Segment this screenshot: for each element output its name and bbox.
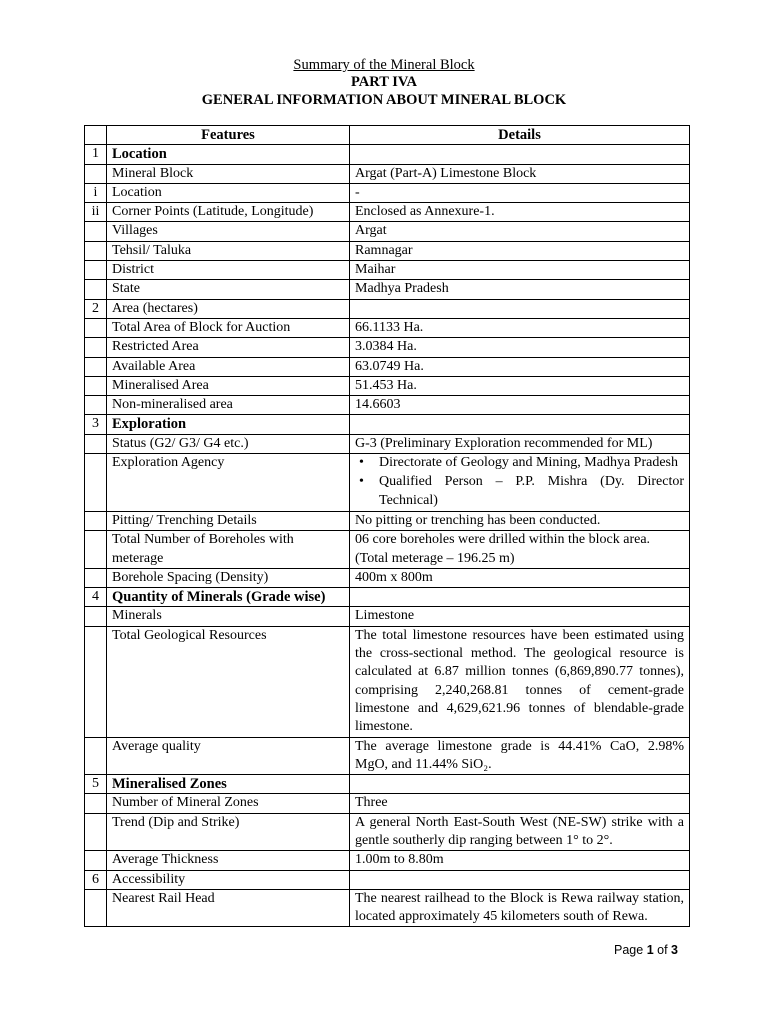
detail-cell: The average limestone grade is 44.41% CaO, 2.98% MgO, and 11.44% SiO₂.	[350, 737, 690, 775]
row-number	[85, 813, 107, 851]
feature-cell: Number of Mineral Zones	[107, 794, 350, 813]
detail-cell: 1.00m to 8.80m	[350, 851, 690, 870]
table-row	[85, 415, 690, 434]
detail-cell	[350, 299, 690, 318]
feature-cell: Trend (Dip and Strike)	[107, 813, 350, 851]
table-row	[85, 203, 690, 222]
bullet-text: Qualified Person – P.P. Mishra (Dy. Director Technical)	[379, 474, 684, 508]
row-number	[85, 737, 107, 775]
table-row	[85, 434, 690, 453]
table-row	[85, 851, 690, 870]
detail-cell: Limestone	[350, 607, 690, 626]
table-row	[85, 164, 690, 183]
feature-cell: Mineralised Zones	[107, 775, 350, 794]
feature-cell: Tehsil/ Taluka	[107, 241, 350, 260]
bullet-icon: •	[359, 455, 364, 471]
table-row	[85, 376, 690, 395]
row-number	[85, 626, 107, 737]
table-row	[85, 626, 690, 737]
row-number	[85, 222, 107, 241]
feature-cell: Mineralised Area	[107, 376, 350, 395]
table-row	[85, 261, 690, 280]
feature-cell: Minerals	[107, 607, 350, 626]
detail-cell	[350, 775, 690, 794]
table-row	[85, 794, 690, 813]
of-label: of	[657, 943, 668, 957]
table-row	[85, 299, 690, 318]
detail-cell: 400m x 800m	[350, 568, 690, 587]
row-number	[85, 357, 107, 376]
feature-cell: Total Geological Resources	[107, 626, 350, 737]
table-row	[85, 588, 690, 607]
page-label: Page	[614, 943, 644, 957]
detail-cell	[350, 588, 690, 607]
row-number	[85, 280, 107, 299]
feature-cell: Villages	[107, 222, 350, 241]
row-number	[85, 511, 107, 530]
detail-cell	[350, 454, 690, 512]
bullet-icon: •	[359, 474, 364, 490]
feature-cell: Available Area	[107, 357, 350, 376]
table-row	[85, 357, 690, 376]
table-row	[85, 145, 690, 164]
detail-cell: G-3 (Preliminary Exploration recommended for ML)	[350, 434, 690, 453]
table-row	[85, 511, 690, 530]
row-number	[85, 164, 107, 183]
row-number	[85, 454, 107, 512]
row-number: 1	[85, 145, 107, 164]
row-number	[85, 396, 107, 415]
row-number	[85, 318, 107, 337]
feature-cell: Status (G2/ G3/ G4 etc.)	[107, 434, 350, 453]
table-row	[85, 222, 690, 241]
feature-cell: Non-mineralised area	[107, 396, 350, 415]
header-num-cell	[85, 126, 107, 145]
row-number	[85, 794, 107, 813]
feature-cell: Exploration	[107, 415, 350, 434]
document-subtitle: GENERAL INFORMATION ABOUT MINERAL BLOCK	[201, 92, 567, 108]
table-row	[85, 338, 690, 357]
detail-cell: 66.1133 Ha.	[350, 318, 690, 337]
part-label: PART IVA	[351, 74, 417, 90]
feature-cell: Area (hectares)	[107, 299, 350, 318]
table-row	[85, 396, 690, 415]
row-number	[85, 568, 107, 587]
feature-cell: Nearest Rail Head	[107, 889, 350, 927]
row-number	[85, 241, 107, 260]
detail-cell	[350, 870, 690, 889]
row-number	[85, 851, 107, 870]
feature-cell: State	[107, 280, 350, 299]
detail-cell: A general North East-South West (NE-SW) strike with a gentle southerly dip ranging between 1° to 2°.	[350, 813, 690, 851]
row-number: 6	[85, 870, 107, 889]
page-total: 3	[671, 943, 678, 957]
feature-cell: Exploration Agency	[107, 454, 350, 512]
bullet-text: Directorate of Geology and Mining, Madhya Pradesh	[379, 455, 678, 471]
detail-cell: Enclosed as Annexure-1.	[350, 203, 690, 222]
detail-cell: The nearest railhead to the Block is Rewa railway station, located approximately 45 kilometers south of Rewa.	[350, 889, 690, 927]
table-header-row	[85, 126, 690, 145]
detail-cell: Madhya Pradesh	[350, 280, 690, 299]
detail-cell	[350, 415, 690, 434]
feature-cell: Corner Points (Latitude, Longitude)	[107, 203, 350, 222]
detail-cell: Three	[350, 794, 690, 813]
table-row	[85, 568, 690, 587]
feature-cell: District	[107, 261, 350, 280]
table-row	[85, 813, 690, 851]
detail-bullet-item	[355, 473, 684, 510]
row-number	[85, 434, 107, 453]
detail-cell	[350, 145, 690, 164]
header-details: Details	[350, 126, 690, 145]
detail-cell: 06 core boreholes were drilled within the block area. (Total meterage – 196.25 m)	[350, 531, 690, 569]
table-row	[85, 241, 690, 260]
feature-cell: Location	[107, 145, 350, 164]
detail-cell: 63.0749 Ha.	[350, 357, 690, 376]
feature-cell: Total Area of Block for Auction	[107, 318, 350, 337]
row-number	[85, 889, 107, 927]
mineral-block-table	[84, 125, 690, 927]
table-row	[85, 454, 690, 512]
row-number	[85, 531, 107, 569]
feature-cell: Restricted Area	[107, 338, 350, 357]
row-number: 5	[85, 775, 107, 794]
detail-bullet-item	[355, 454, 684, 472]
table-row	[85, 775, 690, 794]
feature-cell: Mineral Block	[107, 164, 350, 183]
feature-cell: Total Number of Boreholes with meterage	[107, 531, 350, 569]
table-row	[85, 870, 690, 889]
feature-cell: Borehole Spacing (Density)	[107, 568, 350, 587]
detail-cell: The total limestone resources have been estimated using the cross-sectional method. The geological resource is calculated at 6.87 million tonnes (6,869,890.77 tonnes), comprising 2,240,268.81 tonnes of cement-grade limestone and 4,629,621.96 tonnes of blendable-grade limestone.	[350, 626, 690, 737]
document-title: Summary of the Mineral Block	[293, 57, 475, 73]
table-row	[85, 607, 690, 626]
feature-cell: Average quality	[107, 737, 350, 775]
feature-cell: Quantity of Minerals (Grade wise)	[107, 588, 350, 607]
table-row	[85, 183, 690, 202]
table-row	[85, 889, 690, 927]
table-row	[85, 280, 690, 299]
row-number: ii	[85, 203, 107, 222]
detail-cell: Ramnagar	[350, 241, 690, 260]
page-current: 1	[646, 943, 654, 957]
row-number: 3	[85, 415, 107, 434]
table-row	[85, 318, 690, 337]
row-number	[85, 338, 107, 357]
detail-cell: Maihar	[350, 261, 690, 280]
detail-cell: Argat (Part-A) Limestone Block	[350, 164, 690, 183]
detail-cell: 14.6603	[350, 396, 690, 415]
row-number: 2	[85, 299, 107, 318]
row-number: 4	[85, 588, 107, 607]
detail-cell: 3.0384 Ha.	[350, 338, 690, 357]
row-number	[85, 376, 107, 395]
page-footer	[614, 943, 678, 957]
table-row	[85, 531, 690, 569]
feature-cell: Location	[107, 183, 350, 202]
feature-cell: Average Thickness	[107, 851, 350, 870]
table-row	[85, 737, 690, 775]
row-number: i	[85, 183, 107, 202]
detail-cell: No pitting or trenching has been conducted.	[350, 511, 690, 530]
detail-cell: 51.453 Ha.	[350, 376, 690, 395]
header-features: Features	[107, 126, 350, 145]
detail-bullet-list	[355, 454, 684, 510]
feature-cell: Pitting/ Trenching Details	[107, 511, 350, 530]
row-number	[85, 607, 107, 626]
feature-cell: Accessibility	[107, 870, 350, 889]
detail-cell: Argat	[350, 222, 690, 241]
row-number	[85, 261, 107, 280]
detail-cell: -	[350, 183, 690, 202]
